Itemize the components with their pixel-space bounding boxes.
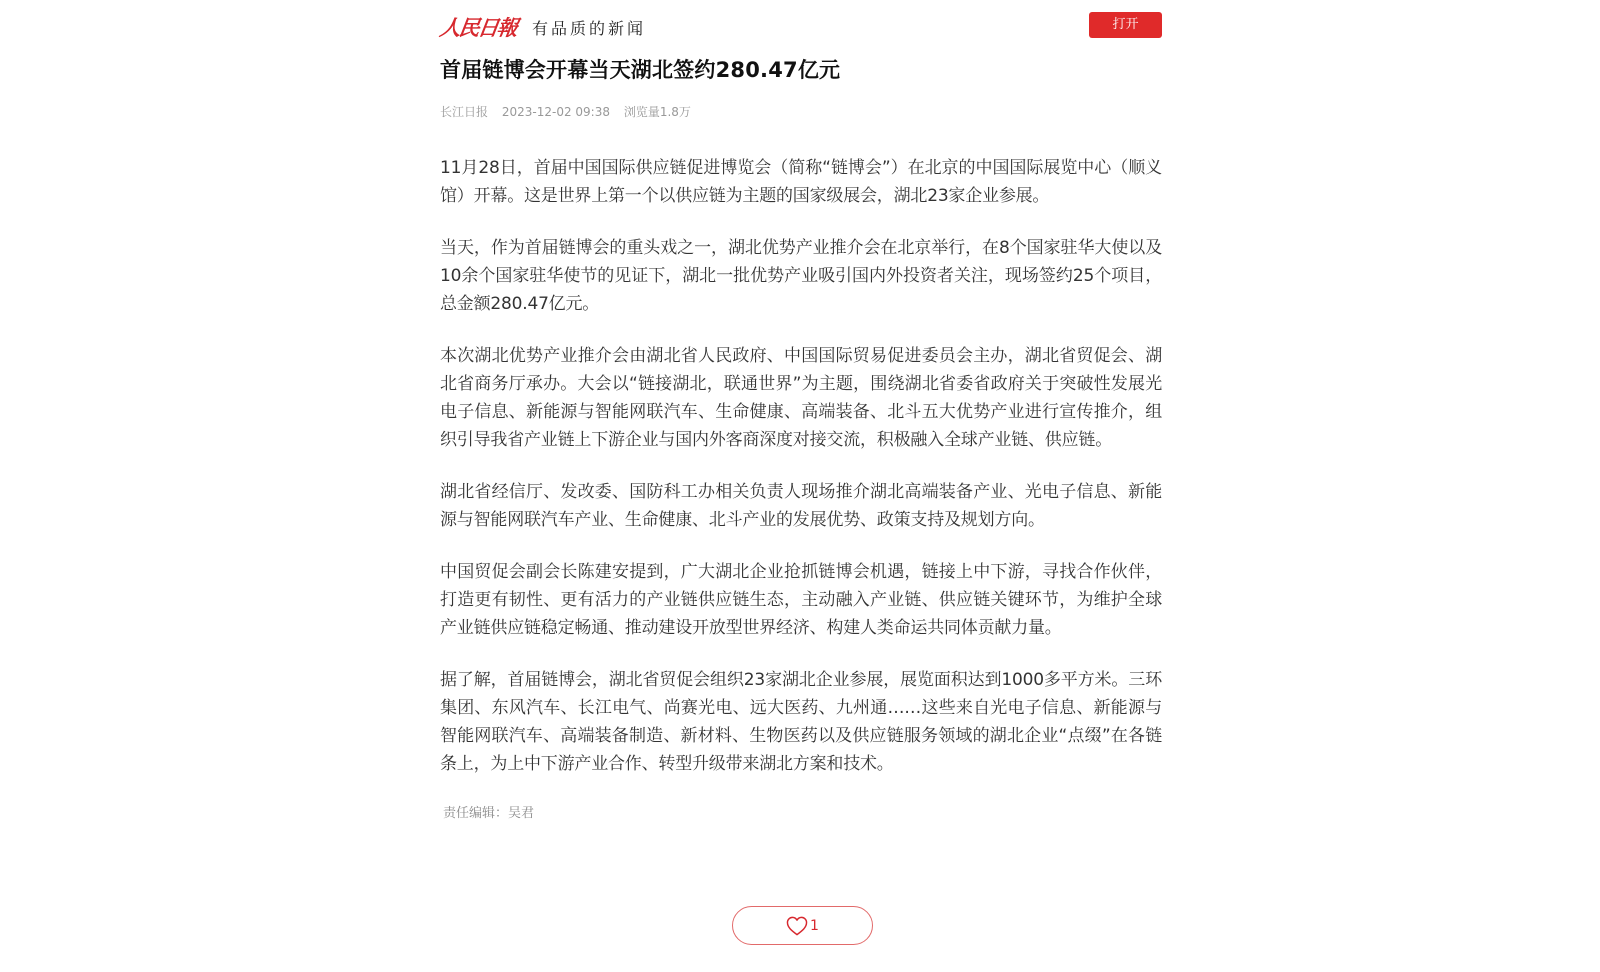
article-meta (440, 104, 1162, 120)
like-button[interactable] (732, 906, 873, 945)
article-paragraph: 本次湖北优势产业推介会由湖北省人民政府、中国国际贸易促进委员会主办，湖北省贸促会、湖北省商务厅承办。大会以“链接湖北，联通世界”为主题，围绕湖北省委省政府关于突破性发展光电子信息、新能源与智能网联汽车、生命健康、高端装备、北斗五大优势产业进行宣传推介，组织引导我省产业链上下游企业与国内外客商深度对接交流，积极融入全球产业链、供应链。 (440, 346, 1162, 450)
header-bar (440, 0, 1162, 52)
article-paragraph: 中国贸促会副会长陈建安提到，广大湖北企业抢抓链博会机遇，链接上中下游，寻找合作伙伴，打造更有韧性、更有活力的产业链供应链生态，主动融入产业链、供应链关键环节，为维护全球产业链供应链稳定畅通、推动建设开放型世界经济、构建人类命运共同体贡献力量。 (440, 562, 1162, 638)
article-title: 首届链博会开幕当天湖北签约280.47亿元 (440, 58, 841, 82)
article-paragraph: 当天，作为首届链博会的重头戏之一，湖北优势产业推介会在北京举行，在8个国家驻华大使以及10余个国家驻华使节的见证下，湖北一批优势产业吸引国内外投资者关注，现场签约25个项目，总金额280.47亿元。 (440, 238, 1162, 314)
article-column (440, 0, 1162, 821)
logo[interactable] (440, 12, 646, 42)
responsible-editor: 责任编辑：吴君 (443, 806, 535, 821)
article-datetime: 2023-12-02 09:38 (501, 105, 610, 119)
logo-slogan: 有品质的新闻 (532, 18, 647, 38)
heart-icon (786, 916, 808, 936)
like-count: 1 (810, 917, 819, 934)
article-paragraph: 11月28日，首届中国国际供应链促进博览会（简称“链博会”）在北京的中国国际展览中心（顺义馆）开幕。这是世界上第一个以供应链为主题的国家级展会，湖北23家企业参展。 (440, 158, 1162, 206)
article-source: 长江日报 (440, 105, 489, 119)
peoples-daily-logo: 人民日報 (438, 15, 518, 40)
article-paragraph: 湖北省经信厅、发改委、国防科工办相关负责人现场推介湖北高端装备产业、光电子信息、新能源与智能网联汽车产业、生命健康、北斗产业的发展优势、政策支持及规划方向。 (440, 482, 1162, 530)
open-app-button[interactable]: 打开 (1089, 12, 1162, 38)
article-paragraph: 据了解，首届链博会，湖北省贸促会组织23家湖北企业参展，展览面积达到1000多平方米。三环集团、东风汽车、长江电气、尚赛光电、远大医药、九州通……这些来自光电子信息、新能源与智能网联汽车、高端装备制造、新材料、生物医药以及供应链服务领域的湖北企业“点缀”在各链条上，为上中下游产业合作、转型升级带来湖北方案和技术。 (440, 670, 1162, 774)
article-body (440, 154, 1162, 778)
article-views: 浏览量1.8万 (623, 105, 691, 119)
